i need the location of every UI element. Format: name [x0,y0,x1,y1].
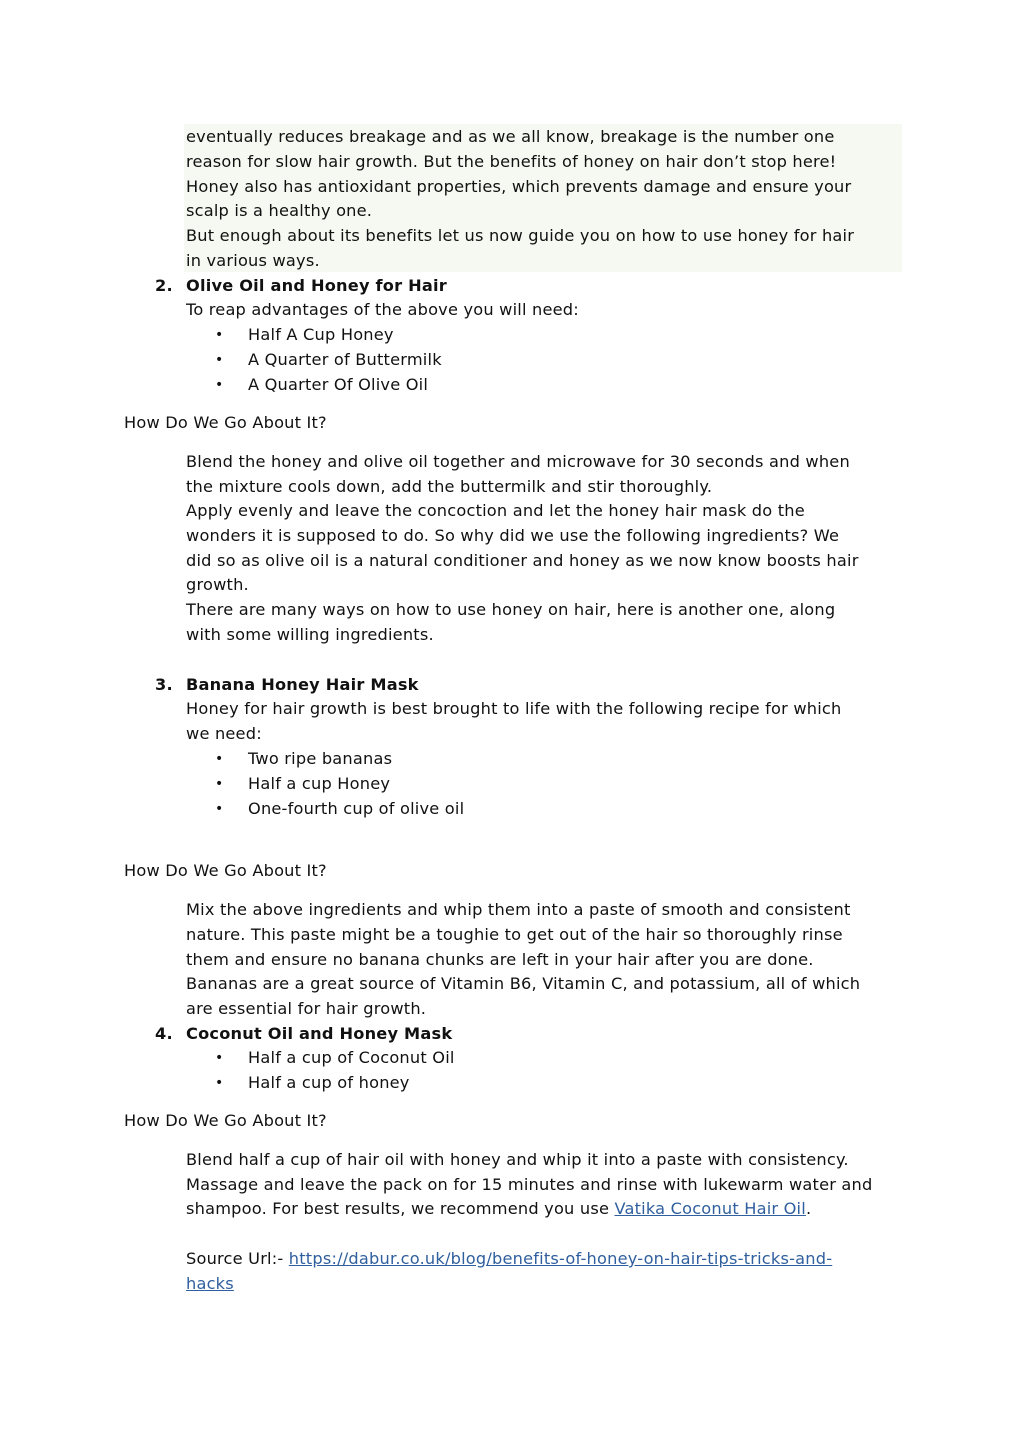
bullet-icon: • [215,1075,224,1091]
body-line: the mixture cools down, add the buttermilk and stir thoroughly. [186,477,713,496]
intro-line: eventually reduces breakage and as we all know, breakage is the number one [186,127,835,146]
intro-line: But enough about its benefits let us now guide you on how to use honey for hair [186,226,855,245]
body-line: There are many ways on how to use honey on hair, here is another one, along [186,600,836,619]
body-line: with some willing ingredients. [186,625,434,644]
body-text: shampoo. For best results, we recommend you use [186,1199,615,1218]
section-heading: Banana Honey Hair Mask [186,675,419,694]
bullet-icon: • [215,352,224,368]
list-item: Half a cup Honey [248,774,391,793]
bullet-icon: • [215,801,224,817]
section-lead: we need: [186,724,262,743]
bullet-icon: • [215,327,224,343]
section-lead: Honey for hair growth is best brought to life with the following recipe for which [186,699,842,718]
howto-heading: How Do We Go About It? [124,413,327,432]
section-heading: Coconut Oil and Honey Mask [186,1024,453,1043]
body-line: Mix the above ingredients and whip them into a paste of smooth and consistent [186,900,851,919]
bullet-icon: • [215,1050,224,1066]
list-item: Half a cup of Coconut Oil [248,1048,455,1067]
section-lead: To reap advantages of the above you will need: [186,300,579,319]
list-item: One-fourth cup of olive oil [248,799,465,818]
body-line: Bananas are a great source of Vitamin B6, Vitamin C, and potassium, all of which [186,974,861,993]
body-line: are essential for hair growth. [186,999,427,1018]
body-line [186,1199,811,1219]
list-item: A Quarter of Buttermilk [248,350,442,369]
bullet-icon: • [215,377,224,393]
body-line: did so as olive oil is a natural conditioner and honey as we now know boosts hair [186,551,859,570]
bullet-icon: • [215,776,224,792]
section-number: 2. [155,276,173,295]
source-url-link[interactable]: https://dabur.co.uk/blog/benefits-of-honey-on-hair-tips-tricks-and- [288,1249,833,1268]
source-line [186,1249,832,1269]
list-item: Two ripe bananas [248,749,393,768]
howto-heading: How Do We Go About It? [124,1111,327,1130]
howto-heading: How Do We Go About It? [124,861,327,880]
intro-line: Honey also has antioxidant properties, which prevents damage and ensure your [186,177,852,196]
body-line: them and ensure no banana chunks are left in your hair after you are done. [186,950,814,969]
bullet-icon: • [215,751,224,767]
section-number: 3. [155,675,173,694]
section-heading: Olive Oil and Honey for Hair [186,276,447,295]
body-line: Blend half a cup of hair oil with honey and whip it into a paste with consistency. [186,1150,849,1169]
list-item: A Quarter Of Olive Oil [248,375,429,394]
body-line: Massage and leave the pack on for 15 minutes and rinse with lukewarm water and [186,1175,873,1194]
list-item: Half a cup of honey [248,1073,410,1092]
vatika-product-link[interactable]: Vatika Coconut Hair Oil [614,1199,806,1218]
body-line: wonders it is supposed to do. So why did we use the following ingredients? We [186,526,840,545]
source-line [186,1274,234,1294]
body-line: Blend the honey and olive oil together and microwave for 30 seconds and when [186,452,850,471]
section-number: 4. [155,1024,173,1043]
body-text: . [805,1199,812,1218]
source-label: Source Url:- [186,1249,289,1268]
intro-line: reason for slow hair growth. But the benefits of honey on hair don’t stop here! [186,152,837,171]
body-line: Apply evenly and leave the concoction and let the honey hair mask do the [186,501,805,520]
source-url-link-continued[interactable]: hacks [186,1274,234,1293]
intro-line: in various ways. [186,251,320,270]
body-line: nature. This paste might be a toughie to get out of the hair so thoroughly rinse [186,925,843,944]
body-line: growth. [186,575,249,594]
list-item: Half A Cup Honey [248,325,394,344]
intro-line: scalp is a healthy one. [186,201,373,220]
